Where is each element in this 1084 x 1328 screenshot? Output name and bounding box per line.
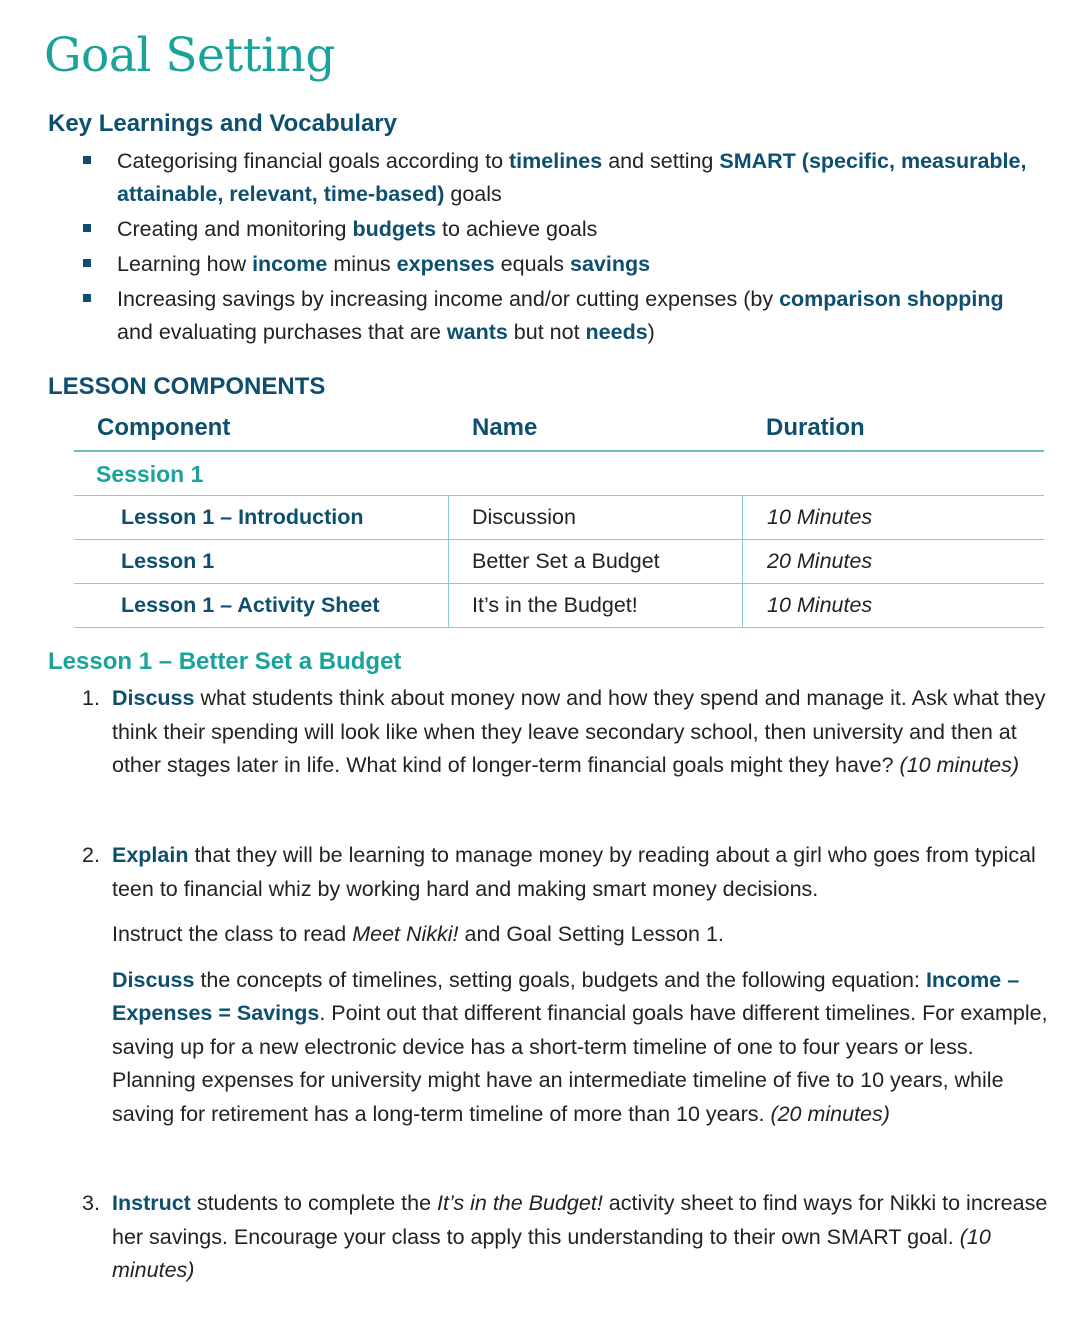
cell-name: Better Set a Budget bbox=[472, 549, 660, 573]
key-learning-item bbox=[80, 213, 1040, 246]
text-run: students to complete the bbox=[190, 1191, 438, 1215]
italic-text: Meet Nikki! bbox=[352, 922, 459, 946]
lesson-step-2 bbox=[82, 839, 1052, 1143]
step-paragraph bbox=[112, 1187, 1052, 1288]
text-run: but not bbox=[507, 320, 586, 344]
text-run: Instruct the class to read bbox=[112, 922, 353, 946]
column-divider bbox=[448, 584, 449, 627]
key-learning-text bbox=[117, 287, 1004, 344]
emphasis-term: (specific, measurable, attainable, relevant, time-based) bbox=[117, 149, 1027, 206]
page-title: Goal Setting bbox=[44, 28, 336, 83]
text-run: minus bbox=[327, 252, 397, 276]
emphasis-term: needs bbox=[585, 320, 648, 344]
column-divider bbox=[742, 584, 743, 627]
text-run: Learning how bbox=[117, 252, 253, 276]
text-run: Creating and monitoring bbox=[117, 217, 353, 241]
bullet-square-icon bbox=[83, 156, 91, 164]
lesson-step-1 bbox=[82, 682, 1052, 795]
lesson-components-heading: LESSON COMPONENTS bbox=[48, 373, 326, 400]
key-learnings-heading: Key Learnings and Vocabulary bbox=[48, 110, 397, 137]
emphasis-term: Discuss bbox=[112, 686, 195, 710]
step-paragraph bbox=[112, 682, 1052, 783]
text-run: Increasing savings by increasing income and/or cutting expenses (by bbox=[117, 287, 780, 311]
italic-text: (10 minutes) bbox=[899, 753, 1020, 777]
cell-component: Lesson 1 – Introduction bbox=[121, 505, 364, 529]
italic-text: (10 minutes) bbox=[112, 1224, 991, 1282]
key-learnings-list bbox=[80, 145, 1040, 351]
step-number: 1. bbox=[82, 686, 100, 710]
key-learning-item bbox=[80, 283, 1040, 349]
step-paragraph bbox=[112, 918, 1052, 952]
column-divider bbox=[448, 496, 449, 539]
lesson-components-table bbox=[74, 410, 1044, 628]
emphasis-term: SMART bbox=[719, 149, 796, 173]
session-row bbox=[74, 452, 1044, 496]
bullet-square-icon bbox=[83, 294, 91, 302]
step-number: 3. bbox=[82, 1191, 100, 1215]
text-run: and setting bbox=[602, 149, 720, 173]
step-number: 2. bbox=[82, 843, 100, 867]
column-header-component: Component bbox=[97, 414, 231, 441]
lesson-step-3 bbox=[82, 1187, 1052, 1300]
table-header bbox=[74, 410, 1044, 452]
emphasis-term: Instruct bbox=[112, 1191, 191, 1215]
key-learning-text bbox=[117, 252, 650, 276]
step-paragraph bbox=[112, 839, 1052, 906]
text-run: . Point out that different financial goals have different timelines. For example, saving up for a new electronic device has a short-term timeline of one to four years or less. Planning expenses for university might have an intermediate timeline of five to 10 years, while saving for retirement has a long-term timeline of more than 10 years. bbox=[112, 1001, 1048, 1126]
key-learning-text bbox=[117, 217, 597, 241]
emphasis-term: timelines bbox=[509, 149, 603, 173]
text-run: and Goal Setting Lesson 1. bbox=[458, 922, 724, 946]
italic-text: (20 minutes) bbox=[770, 1101, 890, 1126]
bullet-square-icon bbox=[83, 259, 91, 267]
emphasis-term: savings bbox=[570, 252, 651, 276]
column-divider bbox=[448, 540, 449, 583]
emphasis-term: expenses bbox=[396, 252, 495, 276]
cell-duration: 20 Minutes bbox=[767, 549, 873, 573]
column-divider bbox=[742, 496, 743, 539]
table-row bbox=[74, 584, 1044, 628]
text-run: and evaluating purchases that are bbox=[117, 320, 447, 344]
text-run: activity sheet to find ways for Nikki to increase her savings. Encourage your class to apply this understanding to their own SMART goal. bbox=[112, 1191, 1048, 1249]
text-run: what students think about money now and how they spend and manage it. Ask what they think their spending will look like when they leave secondary school, then university and then at other stages later in life. What kind of longer-term financial goals might they have? bbox=[112, 686, 1046, 777]
emphasis-term: Discuss bbox=[112, 967, 195, 992]
italic-text: It’s in the Budget! bbox=[437, 1191, 603, 1215]
step-paragraph bbox=[112, 964, 1052, 1132]
text-run: the concepts of timelines, setting goals, budgets and the following equation: bbox=[194, 967, 926, 992]
key-learning-text bbox=[117, 149, 1026, 206]
cell-name: Discussion bbox=[472, 505, 576, 529]
cell-duration: 10 Minutes bbox=[767, 505, 873, 529]
session-label: Session 1 bbox=[96, 461, 204, 487]
key-learning-item bbox=[80, 248, 1040, 281]
text-run: to achieve goals bbox=[436, 217, 598, 241]
step-body bbox=[112, 1187, 1052, 1288]
table-row bbox=[74, 540, 1044, 584]
emphasis-term: Explain bbox=[112, 843, 189, 867]
text-run: equals bbox=[494, 252, 570, 276]
cell-name: It’s in the Budget! bbox=[472, 593, 638, 617]
column-header-name: Name bbox=[472, 414, 538, 441]
emphasis-term: Income – Expenses = Savings bbox=[112, 967, 1020, 1025]
step-body bbox=[112, 839, 1052, 1131]
emphasis-term: comparison shopping bbox=[779, 287, 1004, 311]
lesson-section-heading: Lesson 1 – Better Set a Budget bbox=[48, 648, 402, 675]
text-run: ) bbox=[647, 320, 655, 344]
column-divider bbox=[742, 540, 743, 583]
table-row bbox=[74, 496, 1044, 540]
text-run: that they will be learning to manage money by reading about a girl who goes from typical teen to financial whiz by working hard and making smart money decisions. bbox=[112, 843, 1036, 901]
emphasis-term: income bbox=[252, 252, 328, 276]
step-body bbox=[112, 682, 1052, 783]
text-run: goals bbox=[444, 182, 502, 206]
column-header-duration: Duration bbox=[766, 414, 865, 441]
emphasis-term: wants bbox=[446, 320, 508, 344]
key-learning-item bbox=[80, 145, 1040, 211]
bullet-square-icon bbox=[83, 224, 91, 232]
text-run: Categorising financial goals according to bbox=[117, 149, 510, 173]
cell-duration: 10 Minutes bbox=[767, 593, 873, 617]
emphasis-term: budgets bbox=[352, 217, 437, 241]
cell-component: Lesson 1 bbox=[121, 549, 215, 573]
cell-component: Lesson 1 – Activity Sheet bbox=[121, 593, 380, 617]
